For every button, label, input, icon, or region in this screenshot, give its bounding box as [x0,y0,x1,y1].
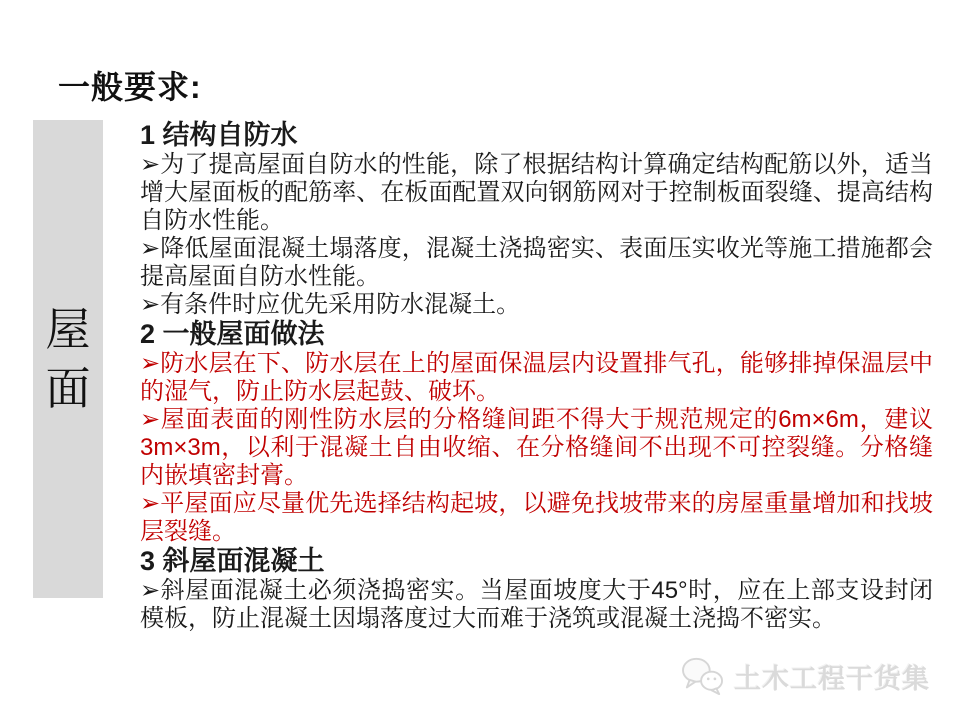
bullet-paragraph: ➢降低屋面混凝土塌落度，混凝土浇捣密实、表面压实收光等施工措施都会提高屋面自防水性能。 [140,235,933,290]
wechat-bubbles-icon [680,656,726,696]
footer-logo-text: 土木工程干货集 [734,663,930,694]
bullet-paragraph: ➢为了提高屋面自防水的性能，除了根据结构计算确定结构配筋以外，适当增大屋面板的配筋率、在板面配置双向钢筋网对于控制板面裂缝、提高结构自防水性能。 [140,151,933,234]
section-heading-1: 1 结构自防水 [140,120,298,150]
bullet-paragraph: ➢有条件时应优先采用防水混凝土。 [140,291,521,318]
sidebar-label-char: 面 [45,363,91,414]
bullet-paragraph: ➢平屋面应尽量优先选择结构起坡，以避免找坡带来的房屋重量增加和找坡层裂缝。 [140,490,933,545]
bullet-paragraph: ➢防水层在下、防水层在上的屋面保温层内设置排气孔，能够排掉保温层中的湿气，防止防水层起鼓、破坏。 [140,350,933,405]
section-heading-2: 2 一般屋面做法 [140,319,325,349]
bullet-paragraph: ➢斜屋面混凝土必须浇捣密实。当屋面坡度大于45°时，应在上部支设封闭模板，防止混凝土因塌落度过大而难于浇筑或混凝土浇捣不密实。 [140,577,933,632]
sidebar-label-char: 屋 [45,303,91,355]
sidebar-roof-label-bar [33,120,103,598]
page-title: 一般要求: [58,69,202,105]
content-area [140,120,933,633]
footer-logo [680,656,930,696]
section-heading-3: 3 斜屋面混凝土 [140,546,325,576]
bullet-paragraph: ➢屋面表面的刚性防水层的分格缝间距不得大于规范规定的6m×6m，建议3m×3m，以利于混凝土自由收缩、在分格缝间不出现不可控裂缝。分格缝内嵌填密封膏。 [140,406,933,489]
